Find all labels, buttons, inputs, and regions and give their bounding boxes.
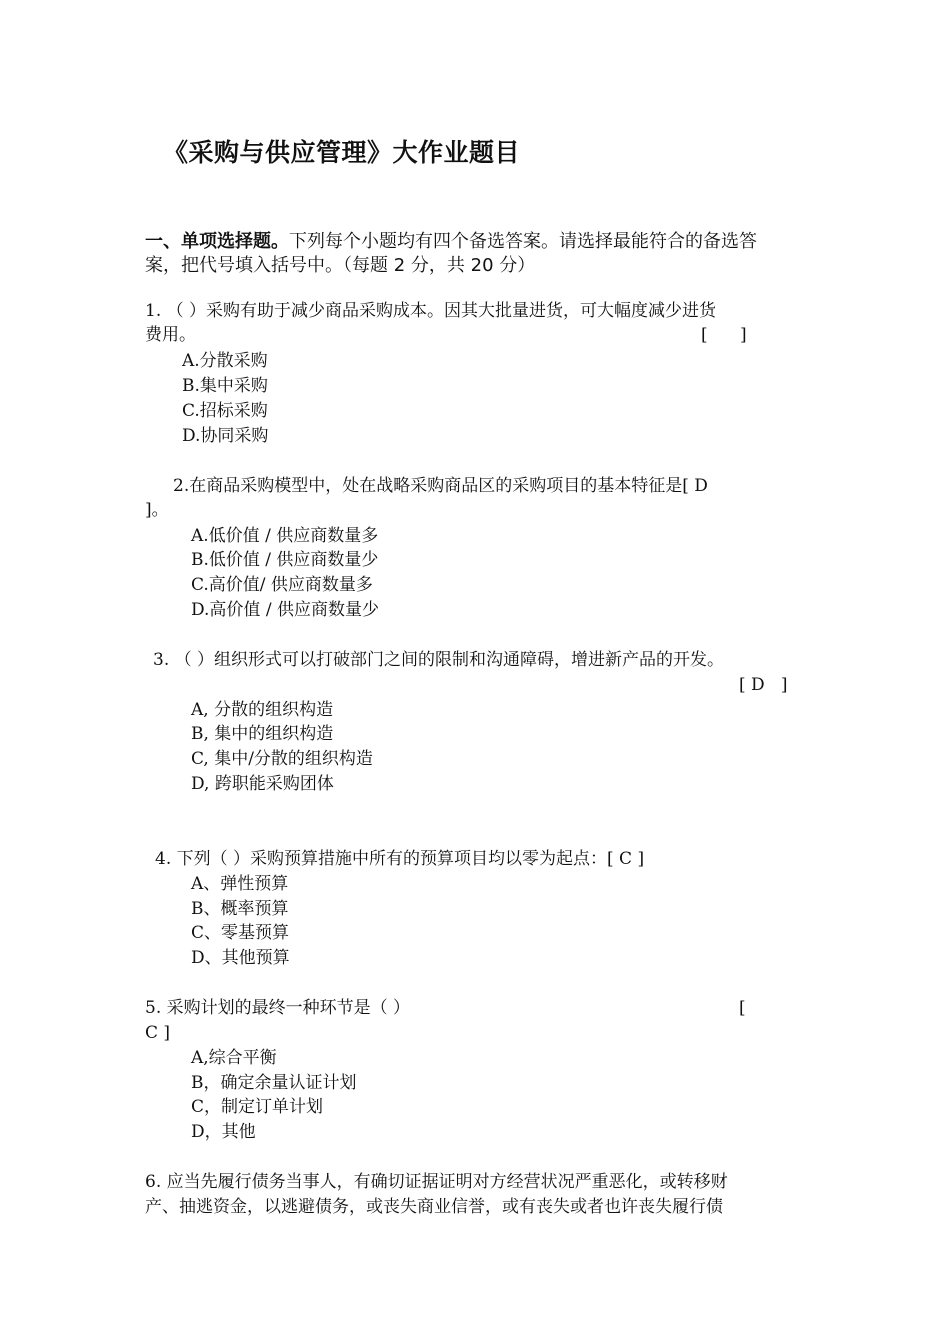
question-5-option-b: B，确定余量认证计划: [191, 1073, 357, 1093]
question-1-option-b: B.集中采购: [182, 376, 268, 396]
section-heading: 一、单项选择题。: [145, 231, 289, 252]
question-2-text-line1: 2.在商品采购模型中，处在战略采购商品区的采购项目的基本特征是[ D: [173, 476, 708, 496]
question-3-text-line1: 3. （ ）组织形式可以打破部门之间的限制和沟通障碍，增进新产品的开发。: [153, 650, 725, 670]
question-5-option-a: A,综合平衡: [191, 1048, 277, 1068]
question-1-option-d: D.协同采购: [182, 426, 269, 446]
question-4-option-a: A、弹性预算: [191, 874, 289, 894]
question-2-option-a: A.低价值 / 供应商数量多: [191, 526, 379, 546]
question-5-answer-bracket: [: [739, 998, 746, 1018]
section-description-line1: 下列每个小题均有四个备选答案。请选择最能符合的备选答: [289, 231, 757, 252]
question-1-text-line2: 费用。: [145, 325, 196, 345]
question-4-option-d: D、其他预算: [191, 948, 290, 968]
question-1-text-line1: 1. （ ）采购有助于减少商品采购成本。因其大批量进货，可大幅度减少进货: [145, 301, 717, 321]
question-3-answer-bracket: [ D ]: [739, 675, 788, 695]
question-3-option-d: D, 跨职能采购团体: [191, 774, 334, 794]
question-3-option-a: A, 分散的组织构造: [191, 700, 334, 720]
question-2-option-b: B.低价值 / 供应商数量少: [191, 550, 379, 570]
question-1-option-a: A.分散采购: [182, 351, 268, 371]
question-5-text-line1: 5. 采购计划的最终一种环节是（ ）: [145, 998, 411, 1018]
document-title: 《采购与供应管理》大作业题目: [163, 138, 521, 167]
question-3-option-b: B, 集中的组织构造: [191, 724, 334, 744]
question-5-option-c: C，制定订单计划: [191, 1097, 324, 1117]
question-2-option-d: D.高价值 / 供应商数量少: [191, 600, 379, 620]
question-4-option-c: C、零基预算: [191, 923, 290, 943]
question-2-option-c: C.高价值/ 供应商数量多: [191, 575, 373, 595]
question-6-text-line2: 产、抽逃资金，以逃避债务，或丧失商业信誉，或有丧失或者也许丧失履行债: [145, 1197, 723, 1217]
question-2-text-line2: ]。: [145, 500, 169, 520]
section-description-line2: 案，把代号填入括号中。（每题 2 分，共 20 分）: [145, 255, 536, 276]
question-6-text-line1: 6. 应当先履行债务当事人，有确切证据证明对方经营状况严重恶化，或转移财: [145, 1172, 728, 1192]
question-1-answer-bracket: [ ]: [701, 325, 747, 345]
section-heading-line1: [145, 227, 757, 253]
question-4-option-b: B、概率预算: [191, 899, 289, 919]
question-4-text-line1: 4. 下列（ ）采购预算措施中所有的预算项目均以零为起点：[ C ]: [155, 849, 645, 869]
question-1-option-c: C.招标采购: [182, 401, 268, 421]
question-5-option-d: D，其他: [191, 1122, 256, 1142]
question-5-text-line2: C ]: [145, 1023, 171, 1043]
question-3-option-c: C, 集中/分散的组织构造: [191, 749, 373, 769]
